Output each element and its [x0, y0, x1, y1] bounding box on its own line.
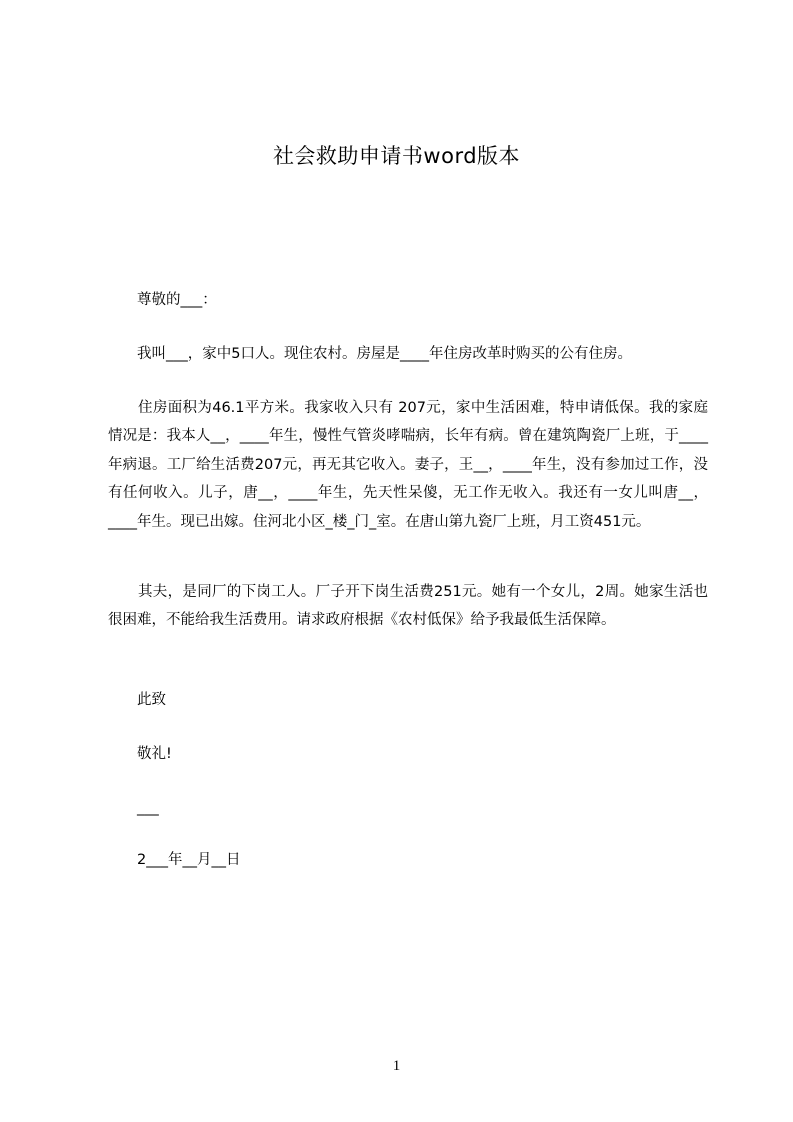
document-title: 社会救助申请书word版本 — [272, 144, 521, 168]
paragraph-3: 其夫，是同厂的下岗工人。厂子开下岗生活费251元。她有一个女儿，2周。她家生活也很困难，不能给我生活费用。请求政府根据《农村低保》给予我最低生活保障。 — [108, 584, 708, 629]
salutation: 尊敬的___： — [137, 292, 217, 308]
paragraph-2: 住房面积为46.1平方米。我家收入只有 207元，家中生活困难，特申请低保。我的家庭情况是：我本人__，____年生，慢性气管炎哮喘病，长年有病。曾在建筑陶瓷厂上班，于____年病退。工厂给生活费207元，再无其它收入。妻子，王__，____年生，没有参加过工作，没有任何收入。儿子，唐__，____年生，先天性呆傻，无工作无收入。我还有一女儿叫唐__，____年生。现已出嫁。住河北小区_楼_门_室。在唐山第九瓷厂上班，月工资451元。 — [108, 400, 708, 530]
signature-blank: ___ — [137, 800, 159, 816]
page-number: 1 — [392, 1058, 401, 1074]
closing-salute: 此致 — [137, 692, 166, 708]
date-line: 2___年__月__日 — [137, 852, 241, 868]
paragraph-1: 我叫___，家中5口人。现住农村。房屋是____年住房改革时购买的公有住房。 — [137, 346, 632, 362]
closing-regards: 敬礼! — [137, 746, 172, 762]
